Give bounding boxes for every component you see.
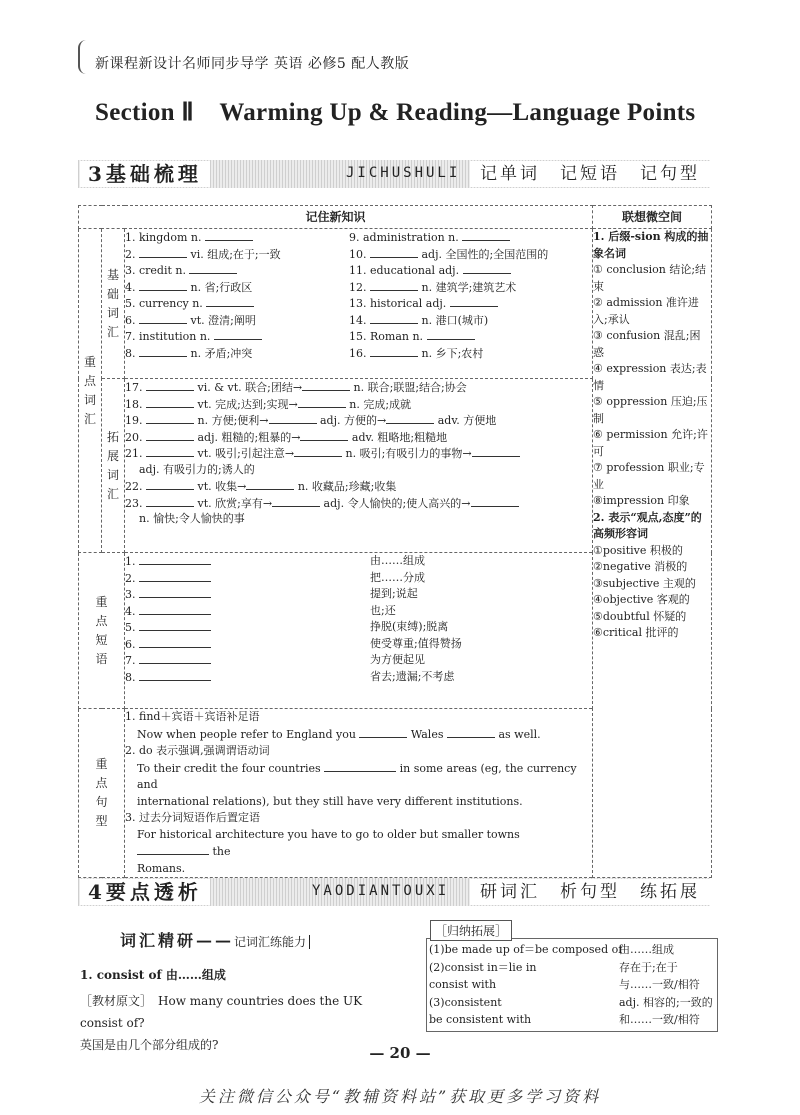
summary-row	[427, 941, 717, 959]
blank-line	[463, 262, 511, 274]
basic-cell: 15. Roman n.	[349, 328, 475, 345]
blank-line	[139, 619, 211, 631]
blank-line	[189, 262, 237, 274]
label-extend	[102, 379, 125, 553]
basic-cell: 13. historical adj.	[349, 295, 498, 312]
label-phrase	[79, 553, 125, 709]
blank-line	[300, 429, 348, 441]
phrase-blank: 7.	[125, 652, 370, 669]
summary-meaning: 和……一致/相符	[619, 1013, 700, 1026]
basic-cell: 2. vi. 组成;在于;一致	[125, 247, 281, 261]
blank-line	[146, 478, 194, 490]
vertical-char: 汇	[106, 324, 119, 339]
item-heading: 1. consist of 由……组成	[80, 968, 226, 982]
association-panel	[593, 229, 712, 878]
basic-cell: 14. n. 港口(城市)	[349, 313, 489, 327]
phrase-blank: 1.	[125, 553, 370, 570]
phrase-blank: 8.	[125, 669, 370, 686]
phrase-meaning: 挣脱(束缚);脱离	[370, 620, 449, 633]
blank-line	[294, 445, 342, 457]
blank-line	[450, 295, 498, 307]
basic-row	[125, 279, 592, 296]
blank-line	[139, 652, 211, 664]
summary-box	[426, 938, 718, 1032]
basic-cell: 8. n. 矛盾;冲突	[125, 346, 253, 360]
summary-term: be consistent with	[429, 1013, 532, 1026]
phrase-row	[125, 553, 592, 570]
vertical-char: 重	[83, 354, 96, 369]
summary-row	[427, 959, 717, 977]
blank-line	[139, 279, 187, 291]
extend-row: 17. vi. & vt. 联合;团结→ n. 联合;联盟;结合;协会	[125, 381, 467, 394]
basic-cell: 4. n. 省;行政区	[125, 280, 253, 294]
blank-line	[370, 312, 418, 324]
vertical-char: 短	[95, 632, 108, 647]
summary-meaning: 存在于;在于	[619, 960, 678, 974]
source-label: ［教材原文］	[80, 994, 147, 1008]
side-line: ④objective 客观的	[593, 593, 690, 606]
basic-row	[125, 345, 592, 362]
vertical-char: 型	[95, 814, 108, 828]
extend-row: 20. adj. 粗糙的;粗暴的→ adv. 粗略地;粗糙地	[125, 430, 448, 444]
vertical-text	[102, 428, 124, 504]
basic-cell: 5. currency n.	[125, 295, 349, 312]
vertical-char: 基	[106, 267, 119, 282]
phrase-row	[125, 669, 592, 686]
summary-label: ［归纳拓展］	[430, 920, 512, 941]
blank-line	[139, 636, 211, 648]
sentence-list	[125, 709, 593, 878]
side-line: ①positive 积极的	[593, 543, 683, 557]
sentence-line: 1. find＋宾语＋宾语补足语	[125, 710, 260, 723]
blank-line	[139, 553, 211, 565]
vertical-char: 句	[95, 795, 108, 809]
blank-line	[272, 495, 320, 507]
side-line: ②negative 消极的	[593, 560, 688, 573]
blank-line	[246, 478, 294, 490]
phrase-meaning: 把……分成	[370, 570, 425, 584]
sentence-line: 3. 过去分词短语作后置定语	[125, 811, 260, 824]
translation: 英国是由几个部分组成的?	[80, 1038, 219, 1052]
col-side-head: 联想微空间	[593, 206, 712, 229]
blank-line	[139, 570, 211, 582]
vertical-char: 汇	[106, 486, 119, 501]
band-code: JICHUSHULI	[346, 165, 461, 181]
basic-cell: 1. kingdom n.	[125, 229, 349, 246]
basic-row	[125, 262, 592, 279]
vertical-char: 点	[95, 776, 108, 790]
phrase-blank: 2.	[125, 570, 370, 587]
vertical-char: 重	[95, 757, 108, 771]
blank-line	[447, 726, 495, 738]
sentence-line: Now when people refer to England you Wales as well.	[137, 727, 541, 741]
blank-line	[206, 295, 254, 307]
blank-line	[146, 429, 194, 441]
blank-line	[324, 760, 396, 772]
side-line: ② admission 准许进入;承认	[593, 296, 699, 326]
running-header: 新课程新设计名师同步导学 英语 必修5 配人教版	[95, 56, 410, 72]
side-line: ① conclusion 结论;结束	[593, 263, 707, 293]
vertical-char: 词	[83, 392, 96, 407]
sentence-line: international relations), but they still have very different institutions.	[137, 794, 523, 808]
subsection-title: 词汇精研——记词汇练能力	[120, 928, 310, 951]
blank-line	[137, 843, 209, 855]
band-right: 记单词 记短语 记句型	[470, 161, 710, 187]
blank-line	[146, 379, 194, 391]
blank-line	[370, 246, 418, 258]
extend-row: 18. vt. 完成;达到;实现→ n. 完成;成就	[125, 397, 412, 411]
phrase-blank: 3.	[125, 586, 370, 603]
phrase-blank: 4.	[125, 603, 370, 620]
phrase-meaning: 由……组成	[370, 554, 425, 567]
summary-term: (3)consistent	[429, 995, 502, 1009]
vertical-text	[102, 266, 124, 342]
blank-line	[359, 726, 407, 738]
summary-term: (1)be made up of＝be composed of	[429, 943, 623, 956]
page-title: Section Ⅱ Warming Up & Reading—Language Points	[95, 99, 696, 126]
basic-row	[125, 328, 592, 345]
phrase-row	[125, 652, 592, 669]
vertical-char: 词	[106, 305, 119, 320]
vertical-text	[79, 593, 124, 669]
basic-cell: 12. n. 建筑学;建筑艺术	[349, 280, 517, 294]
basic-cell: 11. educational adj.	[349, 262, 511, 279]
blank-line	[427, 328, 475, 340]
subsection-sub: 记词汇练能力	[234, 935, 310, 949]
phrase-row	[125, 636, 592, 653]
band-label: 3基础梳理	[80, 161, 210, 187]
basic-vocab-list	[125, 229, 593, 379]
summary-meaning: adj. 相容的;一致的	[619, 995, 713, 1009]
vertical-char: 展	[106, 448, 119, 463]
blank-line	[205, 229, 253, 241]
extend-row: 23. vt. 欣赏;享有→ adj. 令人愉快的;使人高兴的→	[125, 495, 592, 512]
sentence-line: For historical architecture you have to go to older but smaller towns the	[137, 827, 520, 858]
phrase-meaning: 省去;遗漏;不考虑	[370, 669, 455, 683]
extend-row: n. 愉快;令人愉快的事	[139, 512, 245, 525]
blank-line	[472, 445, 520, 457]
basic-cell: 6. vt. 澄清;阐明	[125, 313, 256, 327]
blank-line	[139, 586, 211, 598]
vertical-char: 语	[95, 651, 108, 666]
sentence-line: 2. do 表示强调,强调谓语动词	[125, 744, 270, 757]
band-label: 4要点透析	[80, 879, 210, 905]
side-line: ⑥ permission 允许;许可	[593, 428, 708, 458]
side-line: ⑥critical 批评的	[593, 626, 679, 639]
summary-meaning: 由……组成	[619, 943, 674, 956]
side-line: ④ expression 表达;表情	[593, 362, 707, 392]
blank-line	[139, 312, 187, 324]
side-line: ⑦ profession 职业;专业	[593, 461, 705, 491]
side-line: ⑤doubtful 怀疑的	[593, 609, 687, 623]
basic-row	[125, 246, 592, 263]
basic-cell: 3. credit n.	[125, 262, 349, 279]
label-vocab	[79, 229, 102, 553]
vertical-char: 汇	[83, 411, 96, 426]
blank-line	[370, 279, 418, 291]
vertical-text	[79, 353, 101, 429]
summary-term: consist with	[429, 978, 497, 991]
basic-cell: 7. institution n.	[125, 328, 349, 345]
sentence-line: To their credit the four countries in some areas (eg, the currency and	[137, 761, 577, 791]
summary-row	[427, 994, 717, 1012]
blank-line	[146, 495, 194, 507]
phrase-row	[125, 570, 592, 587]
extend-row: 22. vt. 收集→ n. 收藏品;珍藏;收集	[125, 480, 397, 493]
blank-line	[269, 412, 317, 424]
blank-line	[298, 396, 346, 408]
blank-line	[302, 379, 350, 391]
side-line: ③ confusion 混乱;困惑	[593, 329, 701, 359]
blank-line	[214, 328, 262, 340]
col-main-head: 记住新知识	[79, 206, 593, 229]
basic-row	[125, 295, 592, 312]
basic-cell: 9. administration n.	[349, 229, 510, 246]
extend-row: 21. vt. 吸引;引起注意→ n. 吸引;有吸引力的事物→	[125, 445, 592, 462]
extend-row: adj. 有吸引力的;诱人的	[139, 462, 255, 476]
side-line: ⑤ oppression 压迫;压制	[593, 395, 708, 425]
extend-vocab-list	[125, 379, 593, 553]
side-line: 2. 表示“观点,态度”的高频形容词	[593, 510, 702, 540]
vertical-text	[79, 755, 124, 831]
phrase-meaning: 也;还	[370, 603, 396, 617]
vertical-char: 点	[83, 373, 96, 388]
summary-row	[427, 1011, 717, 1029]
sentence-line: Romans.	[137, 861, 186, 875]
phrase-meaning: 使受尊重;值得赞扬	[370, 636, 462, 650]
phrase-meaning: 为方便起见	[370, 653, 425, 666]
blank-line	[139, 603, 211, 615]
blank-line	[462, 229, 510, 241]
page-number: — 20 —	[369, 1044, 431, 1062]
side-line: ③subjective 主观的	[593, 576, 696, 590]
subsection-main: 词汇精研	[120, 931, 197, 950]
blank-line	[139, 345, 187, 357]
blank-line	[139, 246, 187, 258]
phrase-row	[125, 603, 592, 620]
phrase-blank: 6.	[125, 636, 370, 653]
blank-line	[146, 412, 194, 424]
blank-line	[370, 345, 418, 357]
phrase-row	[125, 586, 592, 603]
summary-row	[427, 976, 717, 994]
vertical-char: 础	[106, 286, 119, 301]
blank-line	[146, 445, 194, 457]
basic-cell: 10. adj. 全国性的;全国范围的	[349, 247, 549, 261]
vertical-char: 拓	[106, 429, 119, 444]
blank-line	[386, 412, 434, 424]
phrase-blank: 5.	[125, 619, 370, 636]
phrase-list	[125, 553, 593, 709]
header-bracket	[78, 40, 86, 74]
vertical-char: 点	[95, 613, 108, 628]
side-line: 1. 后缀-sion 构成的抽象名词	[593, 230, 709, 260]
phrase-row	[125, 619, 592, 636]
source-text: How many countries does the UK consist of?	[80, 994, 363, 1030]
vertical-char: 重	[95, 594, 108, 609]
section-band-points	[78, 878, 710, 906]
basic-cell: 16. n. 乡下;农村	[349, 346, 484, 360]
blank-line	[471, 495, 519, 507]
vertical-char: 词	[106, 467, 119, 482]
footer-note: 关注微信公众号“教辅资料站”获取更多学习资料	[198, 1087, 602, 1106]
extend-row: 19. n. 方便;便利→ adj. 方便的→ adv. 方便地	[125, 414, 497, 427]
band-code: YAODIANTOUXI	[312, 883, 450, 899]
knowledge-table	[78, 205, 712, 878]
summary-meaning: 与……一致/相符	[619, 978, 700, 991]
section-band-basics	[78, 160, 710, 188]
blank-line	[139, 669, 211, 681]
basic-row	[125, 229, 592, 246]
label-basic	[102, 229, 125, 379]
basic-row	[125, 312, 592, 329]
phrase-meaning: 提到;说起	[370, 587, 418, 600]
label-sentence	[79, 709, 125, 878]
blank-line	[146, 396, 194, 408]
summary-term: (2)consist in＝lie in	[429, 960, 537, 974]
band-right: 研词汇 析句型 练拓展	[470, 879, 710, 905]
side-line: ⑧impression 印象	[593, 494, 690, 507]
